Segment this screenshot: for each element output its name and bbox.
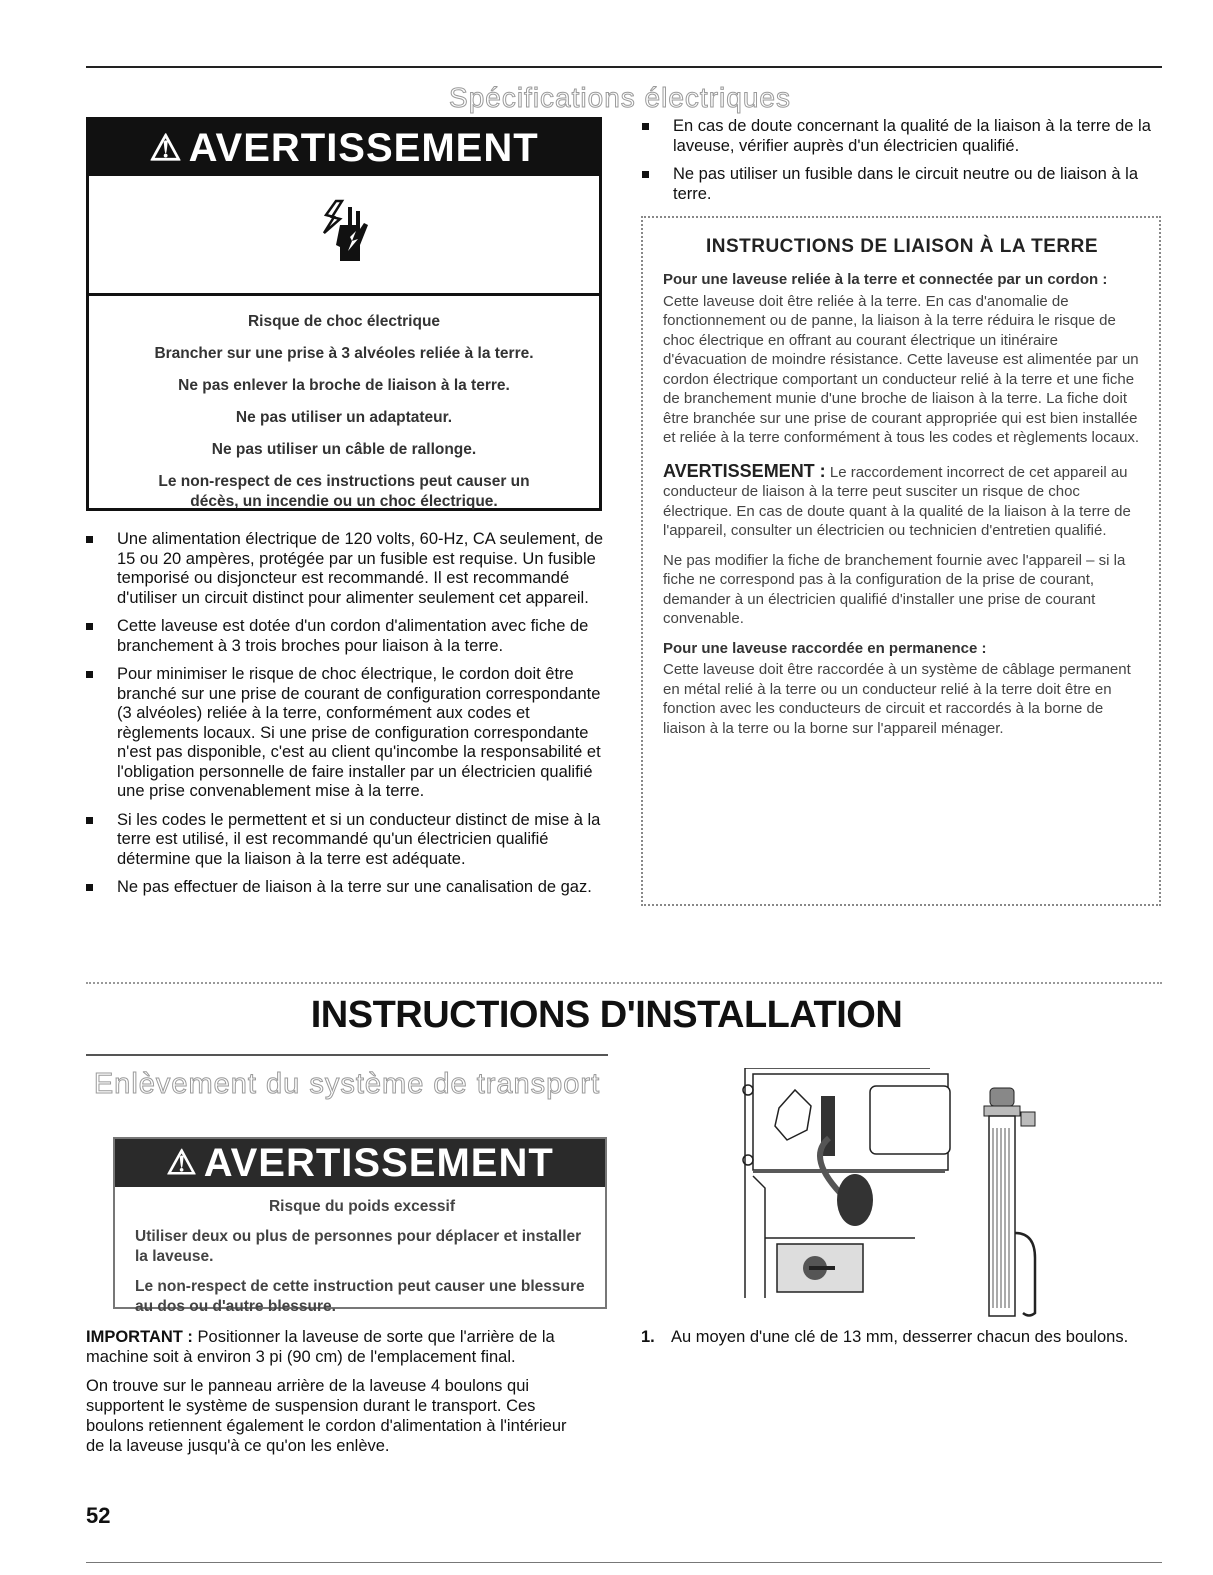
- grounding-warning: [663, 462, 1141, 541]
- grounding-warning-text: Le raccordement incorrect de cet appareil au conducteur de liaison à la terre peut susciter un risque de choc électrique. En cas de doute quant à la qualité de la liaison à la terre de l'appareil, consulter un électricien ou technicien d'entretien qualifié.: [663, 463, 1131, 539]
- warning-line: Brancher sur une prise à 3 alvéoles reliée à la terre.: [154, 345, 534, 362]
- step-1: [641, 1327, 1141, 1347]
- bottom-rule: [86, 1562, 1162, 1563]
- grounding-instructions-box: [641, 216, 1161, 906]
- modify-plug-text: Ne pas modifier la fiche de branchement fournie avec l'appareil – si la fiche ne correspond pas à la configuration de la prise de courant, demander à un électricien qualifié d'installer une prise de courant convenable.: [663, 551, 1126, 627]
- warning-banner-label: AVERTISSEMENT: [203, 1140, 554, 1185]
- bolts-paragraph: On trouve sur le panneau arrière de la laveuse 4 boulons qui supportent le système de suspension durant le transport. Ces boulons retiennent également le cordon d'alimentation à l'intérieur de la laveuse jusqu'à ce qu'on les enlève.: [86, 1377, 567, 1455]
- transport-removal-heading: Enlèvement du système de transport: [93, 1068, 601, 1100]
- permanent-heading: Pour une laveuse raccordée en permanence :: [663, 639, 987, 657]
- bullet-icon: [86, 671, 93, 678]
- step-text: Au moyen d'une clé de 13 mm, desserrer chacun des boulons.: [671, 1328, 1129, 1346]
- cord-connected-heading: Pour une laveuse reliée à la terre et connectée par un cordon :: [663, 271, 1108, 288]
- warning-line: Risque de choc électrique: [247, 313, 441, 330]
- section-separator: [86, 982, 1162, 984]
- electric-shock-hand-icon: [314, 195, 374, 275]
- warning-line: Ne pas utiliser un adaptateur.: [235, 409, 453, 426]
- list-item: Une alimentation électrique de 120 volts, 60-Hz, CA seulement, de 15 ou 20 ampères, protégée par un fusible est requise. Un fusible temporisé ou disjoncteur est recommandé. Il est recommandé d'utiliser un circuit distinct pour alimenter seulement cet appareil.: [86, 530, 606, 608]
- warning-banner: [115, 1139, 605, 1187]
- list-item: Ne pas effectuer de liaison à la terre sur une canalisation de gaz.: [86, 878, 606, 898]
- bullet-icon: [86, 536, 93, 543]
- washer-rear-bolt-illustration: [735, 1068, 1065, 1323]
- page-number: 52: [86, 1503, 111, 1528]
- warning-lines: [89, 296, 599, 512]
- top-rule: [86, 66, 1162, 68]
- subsection-rule: [86, 1054, 608, 1056]
- warning-line: Ne pas utiliser un câble de rallonge.: [211, 441, 477, 458]
- bullet-icon: [642, 171, 649, 178]
- warning-line: Le non-respect de ces instructions peut causer un décès, un incendie ou un choc électrique.: [158, 473, 530, 510]
- excessive-weight-warning-box: [113, 1137, 607, 1315]
- grounding-doubt-list: [642, 117, 1162, 213]
- list-item: En cas de doute concernant la qualité de la liaison à la terre de la laveuse, vérifier auprès d'un électricien qualifié.: [642, 117, 1162, 156]
- important-paragraph: [86, 1327, 606, 1367]
- warning-body: [115, 1187, 605, 1317]
- list-item: Pour minimiser le risque de choc électrique, le cordon doit être branché sur une prise de courant de configuration correspondante (3 alvéoles) reliée à la terre, conformément aux codes et règlements locaux. Si une prise de configuration correspondante n'est pas disponible, c'est au client qu'incombe la responsabilité et l'obligation personnelle de faire installer par un électricien qualifié une prise convenablement mise à la terre.: [86, 665, 606, 802]
- permanent-text: Cette laveuse doit être raccordée à un système de câblage permanent en métal relié à la terre ou un conducteur relié à la terre doit être en fonction avec les conducteurs de circuit et raccordés à la borne de liaison à la terre ou la borne sur l'appareil ménager.: [663, 661, 1131, 737]
- shock-hazard-row: [89, 176, 599, 296]
- step-number: 1.: [641, 1328, 655, 1346]
- warning-triangle-icon: ⚠: [149, 127, 183, 168]
- list-item: Si les codes le permettent et si un conducteur distinct de mise à la terre est utilisé, il est recommandé qu'un électricien qualifié détermine que la liaison à la terre est adéquate.: [86, 811, 606, 870]
- installation-title: INSTRUCTIONS D'INSTALLATION: [310, 994, 903, 1036]
- warning-line: Le non-respect de cette instruction peut causer une blessure au dos ou d'autre blessure.: [135, 1278, 585, 1315]
- section-heading-electrical: Spécifications électriques: [449, 82, 791, 113]
- bullet-icon: [642, 123, 649, 130]
- important-text: Positionner la laveuse de sorte que l'arrière de la machine soit à environ 3 pi (90 cm) de l'emplacement final.: [86, 1328, 555, 1366]
- grounding-warning-label: AVERTISSEMENT :: [663, 460, 826, 481]
- warning-line: Ne pas enlever la broche de liaison à la terre.: [178, 377, 510, 394]
- important-label: IMPORTANT :: [86, 1328, 193, 1346]
- electric-shock-warning-box: [86, 117, 602, 511]
- cord-connected-text: Cette laveuse doit être reliée à la terre. En cas d'anomalie de fonctionnement ou de panne, la liaison à la terre réduira le risque de choc électrique en offrant au courant électrique un itinéraire d'évacuation de moindre résistance. Cette laveuse est alimentée par un cordon électrique comportant un conducteur relié à la terre et une fiche de branchement munie d'une broche de liaison à la terre. La fiche doit être branchée sur une prise de courant appropriée qui est bien installée et reliée à la terre conformément à tous les codes et règlements locaux.: [663, 292, 1140, 446]
- list-item: Cette laveuse est dotée d'un cordon d'alimentation avec fiche de branchement à 3 trois broches pour liaison à la terre.: [86, 617, 606, 656]
- warning-line: Utiliser deux ou plus de personnes pour déplacer et installer la laveuse.: [135, 1228, 582, 1265]
- electrical-requirements-list: [86, 530, 606, 907]
- warning-banner-label: AVERTISSEMENT: [188, 125, 539, 170]
- bullet-icon: [86, 817, 93, 824]
- warning-triangle-icon: ⚠: [166, 1144, 198, 1182]
- bullet-icon: [86, 884, 93, 891]
- warning-banner: [89, 120, 599, 176]
- bullet-icon: [86, 623, 93, 630]
- warning-line: Risque du poids excessif: [268, 1198, 456, 1215]
- grounding-title: INSTRUCTIONS DE LIAISON À LA TERRE: [705, 236, 1099, 257]
- list-item: Ne pas utiliser un fusible dans le circuit neutre ou de liaison à la terre.: [642, 165, 1162, 204]
